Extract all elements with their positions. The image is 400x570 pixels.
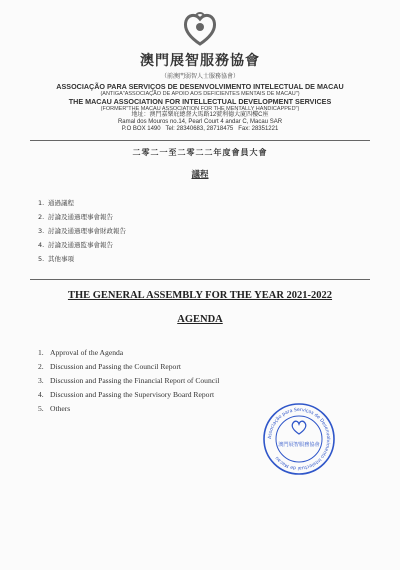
list-item: 3. Discussion and Passing the Financial Report of Council xyxy=(38,376,220,385)
list-item: 2. 討論及通過理事會報告 xyxy=(38,213,113,221)
org-former-name-portuguese: (ANTIGA"ASSOCIAÇÃO DE APOIO AOS DEFICIENTES MENTAIS DE MACAU") xyxy=(100,91,300,97)
svg-text:Associação para Serviços de De xyxy=(267,407,331,471)
letterhead xyxy=(0,10,400,133)
assembly-title-chinese: 二零二一至二零二二年度會員大會 xyxy=(132,148,268,157)
list-item: 1. Approval of the Agenda xyxy=(38,348,124,357)
list-item: 4. Discussion and Passing the Supervisory Board Report xyxy=(38,390,215,399)
list-item: 5. 其他事項 xyxy=(38,255,74,263)
agenda-heading-english xyxy=(0,314,400,325)
org-former-name-chinese: （前澳門弱智人士服務協會） xyxy=(160,73,239,80)
header-divider xyxy=(30,140,370,141)
address-chinese: 地址：澳門嘉樂庇總督大馬路12號利德大廈四樓C座 xyxy=(131,112,269,118)
section-divider xyxy=(30,279,370,280)
seal-ring-text: Associação para Serviços de Desenvolvimento Intelectual de Macau xyxy=(267,407,331,471)
telephone: Tel: 28340683, 28718475 xyxy=(165,126,234,132)
agenda-list-english xyxy=(38,346,219,416)
seal-center-text: 澳門展智服務協會 xyxy=(278,442,320,448)
list-item: 5. Others xyxy=(38,404,71,413)
list-item: 4. 討論及通過監事會報告 xyxy=(38,241,113,249)
list-item: 2. Discussion and Passing the Council Report xyxy=(38,362,181,371)
address-portuguese: Ramal dos Mouros no.14, Pearl Court 4 andar C, Macau SAR xyxy=(117,119,283,125)
org-name-chinese: 澳門展智服務協會 xyxy=(140,53,260,69)
list-item: 1. 通過議程 xyxy=(38,199,74,207)
assembly-title-english: THE GENERAL ASSEMBLY FOR THE YEAR 2021-2022 xyxy=(67,290,333,301)
list-item: 3. 討論及通過理事會財政報告 xyxy=(38,227,126,235)
heart-logo-icon xyxy=(182,10,218,48)
agenda-heading-chinese xyxy=(0,168,400,180)
agenda-label-english: AGENDA xyxy=(177,314,223,325)
org-name-english: THE MACAU ASSOCIATION FOR INTELLECTUAL DEVELOPMENT SERVICES xyxy=(68,97,332,106)
fax: Fax: 28351221 xyxy=(238,126,279,132)
pobox: P.O BOX 1490 xyxy=(121,126,161,132)
agenda-label-chinese: 議程 xyxy=(191,170,209,180)
contact-line xyxy=(0,126,400,133)
official-seal-icon xyxy=(262,402,336,476)
agenda-list-chinese xyxy=(38,196,126,266)
org-name-portuguese: ASSOCIAÇÃO PARA SERVIÇOS DE DESENVOLVIMENTO INTELECTUAL DE MACAU xyxy=(56,82,344,91)
org-former-name-english: (FORMER"THE MACAU ASSOCIATION FOR THE MENTALLY HANDICAPPED") xyxy=(100,106,300,112)
